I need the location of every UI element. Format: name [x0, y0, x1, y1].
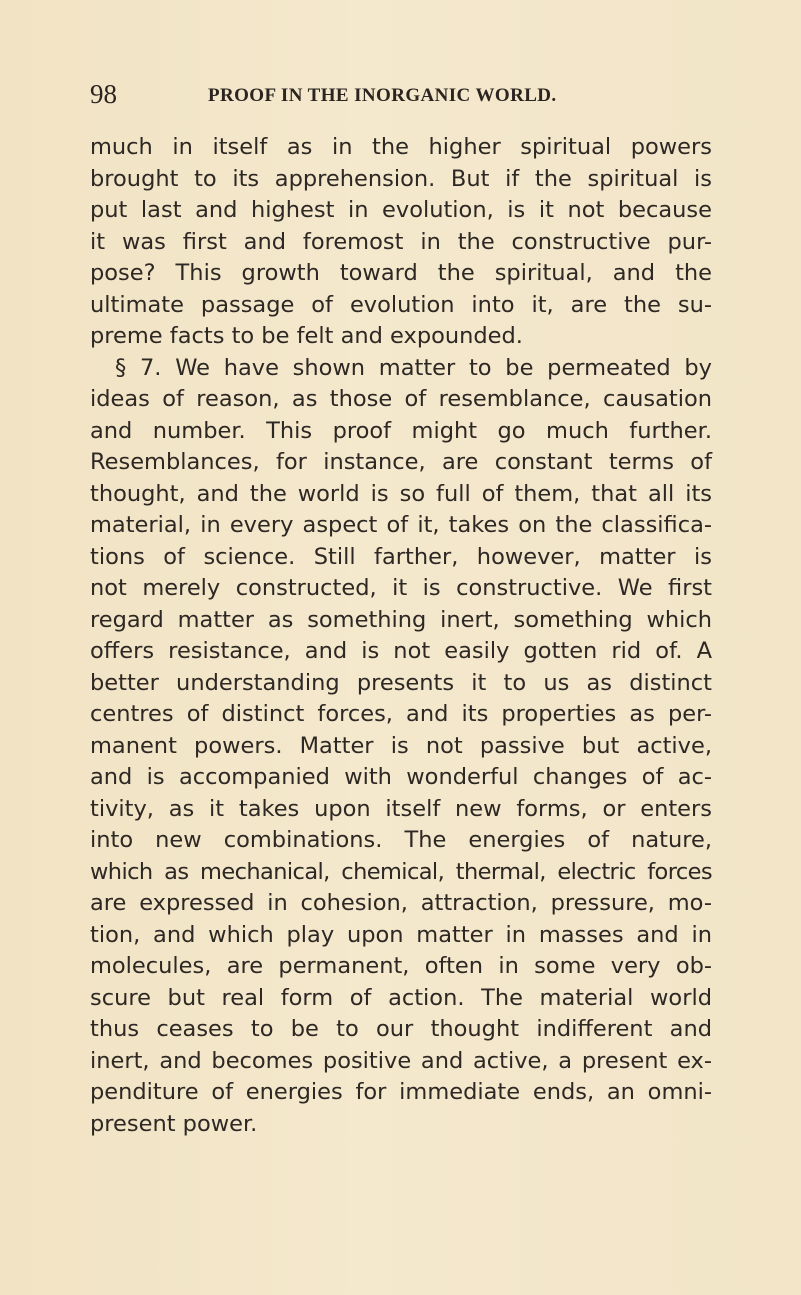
text-line: preme facts to be felt and expounded.	[90, 323, 523, 349]
text-line: tion, and which play upon matter in masses and in	[90, 921, 712, 948]
text-line: which as mechanical, chemical, thermal, electric forces	[90, 858, 712, 885]
page-header	[90, 76, 730, 116]
running-head: PROOF IN THE INORGANIC WORLD.	[208, 85, 557, 106]
text-line: tivity, as it takes upon itself new forms, or enters	[90, 795, 712, 822]
text-line: are expressed in cohesion, attraction, pressure, mo-	[90, 890, 712, 916]
text-line: centres of distinct forces, and its properties as per-	[90, 701, 712, 727]
text-line: offers resistance, and is not easily gotten rid of. A	[90, 638, 712, 664]
text-line: better understanding presents it to us as distinct	[90, 669, 712, 696]
text-line: regard matter as something inert, something which	[90, 606, 712, 633]
page-number: 98	[90, 79, 117, 109]
text-line: not merely constructed, it is constructive. We first	[90, 575, 712, 601]
section-start-line: § 7. We have shown matter to be permeated by	[115, 354, 712, 381]
text-line: pose? This growth toward the spiritual, and the	[90, 260, 712, 286]
text-line: manent powers. Matter is not passive but active,	[90, 732, 712, 759]
text-line: ultimate passage of evolution into it, are the su-	[90, 291, 712, 318]
text-line: much in itself as in the higher spiritual powers	[90, 134, 712, 160]
text-line: put last and highest in evolution, is it not because	[90, 197, 712, 223]
text-line: it was first and foremost in the constructive pur-	[90, 228, 712, 255]
text-line: thought, and the world is so full of them, that all its	[90, 480, 712, 507]
text-line: material, in every aspect of it, takes on the classifica-	[90, 512, 712, 538]
text-line: tions of science. Still farther, however, matter is	[90, 543, 712, 570]
body-text	[90, 132, 712, 1140]
text-line: present power.	[90, 1110, 258, 1137]
text-line: inert, and becomes positive and active, a present ex-	[90, 1047, 712, 1074]
text-line: penditure of energies for immediate ends, an omni-	[90, 1079, 712, 1105]
text-line: scure but real form of action. The material world	[90, 984, 712, 1011]
text-line: brought to its apprehension. But if the spiritual is	[90, 165, 712, 192]
text-line: into new combinations. The energies of nature,	[90, 827, 712, 853]
text-line: thus ceases to be to our thought indifferent and	[90, 1016, 712, 1042]
text-line: and number. This proof might go much further.	[90, 417, 712, 444]
text-line: molecules, are permanent, often in some very ob-	[90, 953, 712, 979]
text-line: Resemblances, for instance, are constant terms of	[90, 449, 712, 475]
text-line: ideas of reason, as those of resemblance, causation	[90, 386, 712, 412]
text-line: and is accompanied with wonderful changes of ac-	[90, 764, 712, 790]
